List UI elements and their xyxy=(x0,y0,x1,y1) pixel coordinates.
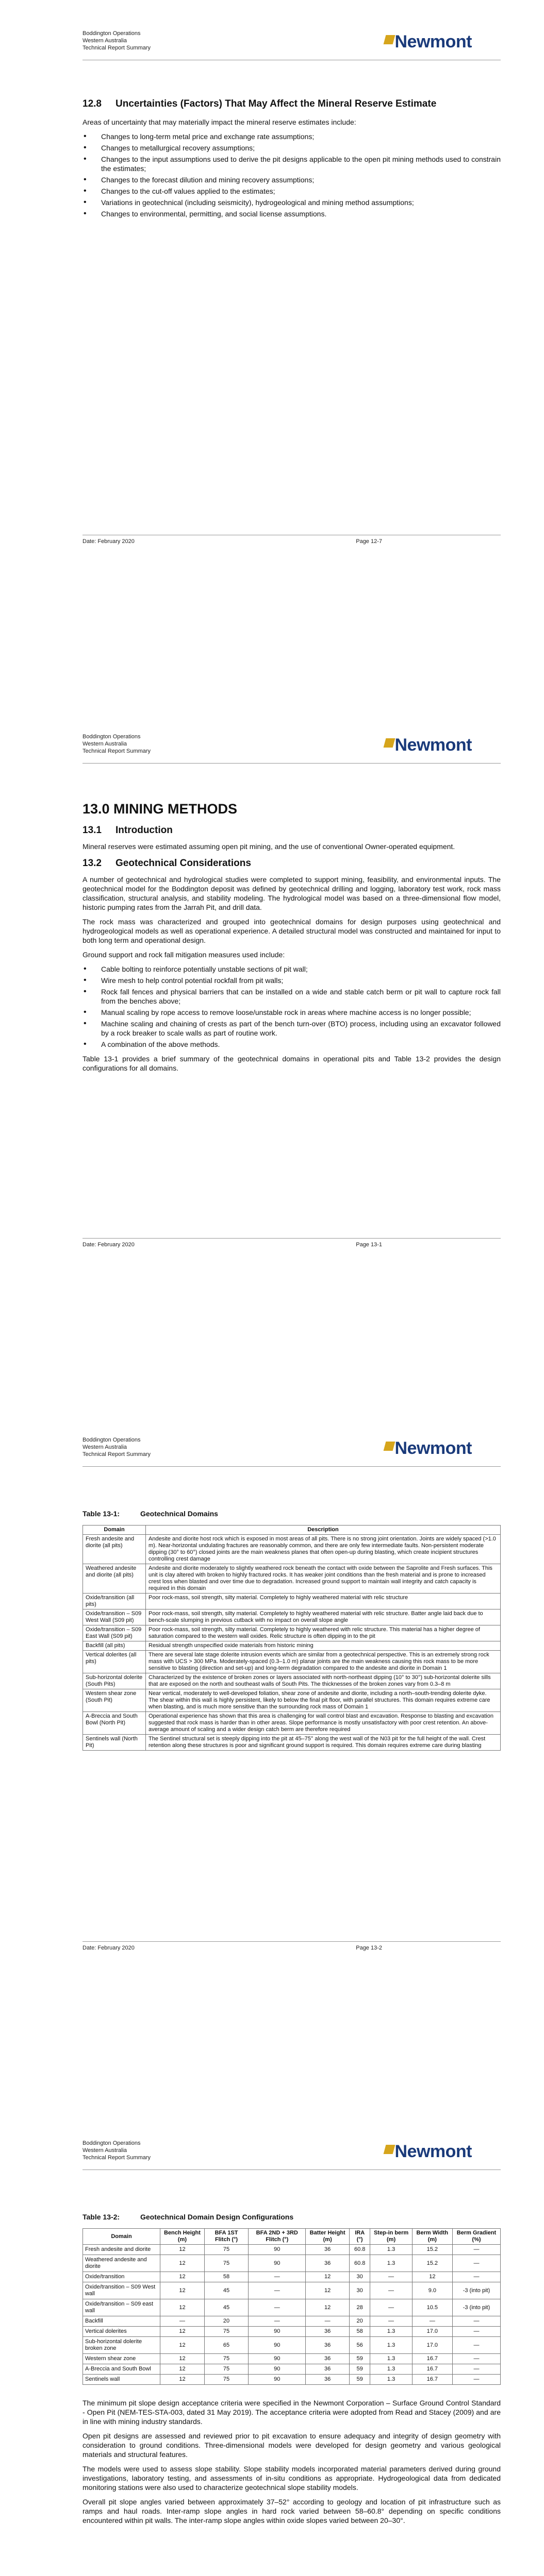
value-cell: 12 xyxy=(412,2272,452,2282)
table-row xyxy=(83,2375,501,2385)
paragraph: The rock mass was characterized and grouped into geotechnical domains for design purposes using geotechnical and hydrogeological models as well as operational experience. A detailed structural model was constructed and maintained for input to both long term and operational design. xyxy=(83,918,501,944)
value-cell: — xyxy=(249,2272,306,2282)
column-header: Berm Gradient (%) xyxy=(452,2229,500,2245)
value-cell: 58 xyxy=(204,2272,248,2282)
header-rule xyxy=(83,763,501,764)
paragraph: The models were used to assess slope stability. Slope stability models incorporated material parameters derived during ground investigations, laboratory testing, and assessments of in-situ conditions as appropriate. Hydrogeological data from dedicated monitoring stations were also used to characterize geotechnical slope stability models. xyxy=(83,2465,501,2492)
table-row: Vertical dolerites (all pits) There are several late stage dolerite intrusion events which are similar from a geotechnical perspective. This is an extremely strong rock mass with UCS > 300 MPa. Moderately-spaced (0.3–1.0 m) planar joints are the main weakness causing this rock mass to be more sensitive to blasting (direction and set-up) and long-term degradation compared to the andesite and diorite in Domain 1 xyxy=(83,1651,501,1673)
table-caption: Table 13-1: Geotechnical Domains xyxy=(83,1510,218,1518)
value-cell: — xyxy=(452,2327,500,2337)
value-cell: 12 xyxy=(160,2299,205,2316)
value-cell: 59 xyxy=(349,2375,370,2385)
value-cell: 36 xyxy=(306,2375,350,2385)
page-header: Boddington Operations Western Australia Technical Report Summary xyxy=(83,30,151,51)
value-cell: 90 xyxy=(249,2364,306,2375)
list-item: • Changes to the cut-off values applied to the estimates; xyxy=(83,187,501,196)
value-cell: 12 xyxy=(160,2255,205,2272)
value-cell: 45 xyxy=(204,2299,248,2316)
table-row xyxy=(83,2282,501,2299)
table-row xyxy=(83,2354,501,2364)
value-cell: 12 xyxy=(160,2337,205,2354)
value-cell: — xyxy=(370,2282,412,2299)
column-header: Domain xyxy=(83,1526,146,1535)
domain-cell: Oxide/transition – S09 east wall xyxy=(83,2299,160,2316)
list-item: • Changes to the forecast dilution and mining recovery assumptions; xyxy=(83,175,501,184)
domain-cell: Fresh andesite and diorite xyxy=(83,2245,160,2255)
value-cell: 90 xyxy=(249,2354,306,2364)
table-row: Fresh andesite and diorite (all pits) Andesite and diorite host rock which is exposed in most areas of all pits. There is no strong joint orientation. Joints are widely spaced (>1.0 m). Near-horizontal undulating fractures are reasonably common, and there are only few intermediate faults. Non-persistent moderate dipping (30° to 60°) closed joints are the main weakness planes that often open-up during blasting, which create incipient structures controlling crest damage xyxy=(83,1535,501,1564)
bullet-list xyxy=(83,964,501,1049)
value-cell: — xyxy=(306,2316,350,2327)
column-header: IRA (°) xyxy=(349,2229,370,2245)
page-footer: Date: February 2020 Page 13-1 xyxy=(83,1242,382,1248)
value-cell: — xyxy=(370,2272,412,2282)
page-footer: Date: February 2020 Page 12-7 xyxy=(83,538,382,545)
value-cell: 12 xyxy=(160,2327,205,2337)
table-row xyxy=(83,2327,501,2337)
value-cell: — xyxy=(452,2337,500,2354)
list-item: • Changes to environmental, permitting, and social license assumptions. xyxy=(83,209,501,218)
value-cell: 16.7 xyxy=(412,2354,452,2364)
page-header: Boddington Operations Western Australia Technical Report Summary xyxy=(83,734,151,754)
newmont-logo: Newmont xyxy=(385,735,472,755)
paragraph: Mineral reserves were estimated assuming open pit mining, and the use of conventional Owner-operated equipment. xyxy=(83,842,455,851)
column-header: Domain xyxy=(83,2229,160,2245)
value-cell: 65 xyxy=(204,2337,248,2354)
column-header: Batter Height (m) xyxy=(306,2229,350,2245)
table-row: Oxide/transition – S09 East Wall (S09 pit) Poor rock-mass, soil strength, silty material. Completely to highly weathered with relic structure. This material has a higher degree of saturation compared to the western wall oxides. Relic structure is often dipping in to the pit xyxy=(83,1625,501,1641)
value-cell: 90 xyxy=(249,2245,306,2255)
value-cell: 36 xyxy=(306,2354,350,2364)
table-row xyxy=(83,2364,501,2375)
table-row: Sub-horizontal dolerite (South Pits) Characterized by the existence of broken zones or layers associated with north-northeast dipping (10° to 30°) sub-horizontal dolerite sills that are exposed on the north and southeast walls of South Pits. The thicknesses of the broken zones vary from 0.3–8 m xyxy=(83,1673,501,1689)
bullet-list xyxy=(83,132,501,218)
geotechnical-domains-table xyxy=(83,1525,501,1751)
value-cell: 36 xyxy=(306,2255,350,2272)
value-cell: 1.3 xyxy=(370,2354,412,2364)
value-cell: 60.8 xyxy=(349,2245,370,2255)
page-1 xyxy=(0,0,544,703)
value-cell: — xyxy=(452,2316,500,2327)
value-cell: 1.3 xyxy=(370,2245,412,2255)
domain-cell: A-Breccia and South Bowl xyxy=(83,2364,160,2375)
value-cell: 56 xyxy=(349,2337,370,2354)
column-header: Step-in berm (m) xyxy=(370,2229,412,2245)
list-item: • Changes to long-term metal price and exchange rate assumptions; xyxy=(83,132,501,141)
column-header: Description xyxy=(146,1526,501,1535)
domain-cell: Backfill xyxy=(83,2316,160,2327)
table-row xyxy=(83,2272,501,2282)
design-configurations-table xyxy=(83,2228,501,2385)
list-item: • A combination of the above methods. xyxy=(83,1040,501,1049)
value-cell: — xyxy=(452,2364,500,2375)
page-footer: Date: February 2020 Page 13-2 xyxy=(83,1945,382,1951)
value-cell: 12 xyxy=(306,2299,350,2316)
logo-mark-icon xyxy=(383,35,395,44)
value-cell: 36 xyxy=(306,2364,350,2375)
logo-mark-icon xyxy=(383,1442,395,1451)
value-cell: 12 xyxy=(160,2364,205,2375)
value-cell: 1.3 xyxy=(370,2327,412,2337)
list-item: • Cable bolting to reinforce potentially unstable sections of pit wall; xyxy=(83,964,501,974)
section-heading: 13.1 Introduction xyxy=(83,825,173,836)
value-cell: 60.8 xyxy=(349,2255,370,2272)
chapter-title: 13.0 MINING METHODS xyxy=(83,801,238,817)
value-cell: 16.7 xyxy=(412,2364,452,2375)
value-cell: 30 xyxy=(349,2282,370,2299)
paragraph: Areas of uncertainty that may materially impact the mineral reserve estimates include: xyxy=(83,118,356,126)
value-cell: — xyxy=(452,2255,500,2272)
value-cell: — xyxy=(412,2316,452,2327)
column-header: Berm Width (m) xyxy=(412,2229,452,2245)
table-row xyxy=(83,2337,501,2354)
footer-rule xyxy=(83,1238,501,1239)
column-header: BFA 1ST Flitch (°) xyxy=(204,2229,248,2245)
column-header: Bench Height (m) xyxy=(160,2229,205,2245)
newmont-logo: Newmont xyxy=(385,1438,472,1459)
domain-cell: Oxide/transition xyxy=(83,2272,160,2282)
value-cell: 1.3 xyxy=(370,2364,412,2375)
value-cell: -3 (into pit) xyxy=(452,2282,500,2299)
value-cell: 12 xyxy=(160,2282,205,2299)
page-header: Boddington Operations Western Australia Technical Report Summary xyxy=(83,1437,151,1458)
domain-cell: Sub-horizontal dolerite broken zone xyxy=(83,2337,160,2354)
value-cell: 28 xyxy=(349,2299,370,2316)
value-cell: — xyxy=(249,2299,306,2316)
value-cell: 16.7 xyxy=(412,2375,452,2385)
value-cell: 1.3 xyxy=(370,2337,412,2354)
list-item: • Machine scaling and chaining of crests as part of the bench turn-over (BTO) process, including using an excavator followed by a rock breaker to scale walls as part of routine work. xyxy=(83,1019,501,1038)
column-header: BFA 2ND + 3RD Flitch (°) xyxy=(249,2229,306,2245)
list-item: • Changes to metallurgical recovery assumptions; xyxy=(83,143,501,152)
value-cell: 90 xyxy=(249,2327,306,2337)
value-cell: 59 xyxy=(349,2354,370,2364)
value-cell: 36 xyxy=(306,2337,350,2354)
list-item: • Rock fall fences and physical barriers that can be installed on a wide and stable catch berm or pit wall to capture rock fall from the benches above; xyxy=(83,987,501,1006)
footer-rule xyxy=(83,1941,501,1942)
list-item: • Manual scaling by rope access to remove loose/unstable rock in areas where machine access is no longer possible; xyxy=(83,1008,501,1017)
paragraph: Open pit designs are assessed and reviewed prior to pit excavation to ensure adequacy and integrity of design geometry with consideration to ground conditions. Three-dimensional models were developed for design geometry and various geological materials and structural features. xyxy=(83,2432,501,2459)
page-4 xyxy=(0,2110,544,2576)
value-cell: 75 xyxy=(204,2354,248,2364)
table-row xyxy=(83,2299,501,2316)
value-cell: 12 xyxy=(160,2375,205,2385)
value-cell: — xyxy=(370,2316,412,2327)
page-2 xyxy=(0,703,544,1406)
value-cell: 30 xyxy=(349,2272,370,2282)
value-cell: 75 xyxy=(204,2375,248,2385)
value-cell: — xyxy=(160,2316,205,2327)
paragraph: Ground support and rock fall mitigation measures used include: xyxy=(83,951,285,959)
value-cell: 75 xyxy=(204,2327,248,2337)
value-cell: 90 xyxy=(249,2375,306,2385)
newmont-logo: Newmont xyxy=(385,2142,472,2162)
table-row: Backfill (all pits) Residual strength unspecified oxide materials from historic mining xyxy=(83,1641,501,1651)
value-cell: 1.3 xyxy=(370,2255,412,2272)
value-cell: 17.0 xyxy=(412,2337,452,2354)
table-row: Sentinels wall (North Pit) The Sentinel structural set is steeply dipping into the pit at 45–75° along the west wall of the N03 pit for the full height of the wall. Crest retention along these structures is poor and significant ground support is required. This domain requires extreme care during blasting xyxy=(83,1735,501,1751)
value-cell: 75 xyxy=(204,2255,248,2272)
value-cell: — xyxy=(452,2245,500,2255)
value-cell: 10.5 xyxy=(412,2299,452,2316)
domain-cell: Oxide/transition – S09 West wall xyxy=(83,2282,160,2299)
value-cell: 20 xyxy=(349,2316,370,2327)
value-cell: 58 xyxy=(349,2327,370,2337)
value-cell: 12 xyxy=(160,2272,205,2282)
value-cell: 20 xyxy=(204,2316,248,2327)
value-cell: 9.0 xyxy=(412,2282,452,2299)
table-caption: Table 13-2: Geotechnical Domain Design Configurations xyxy=(83,2213,294,2221)
value-cell: 75 xyxy=(204,2245,248,2255)
value-cell: — xyxy=(452,2272,500,2282)
paragraph: The minimum pit slope design acceptance criteria were specified in the Newmont Corporation – Surface Ground Control Standard - Open Pit (NEM-TES-STA-003, dated 31 May 2019). The acceptance criteria were adopted from Read and Stacey (2009) and are in line with mining industry standards. xyxy=(83,2399,501,2426)
paragraph: Table 13-1 provides a brief summary of the geotechnical domains in operational pits and Table 13-2 provides the design configurations for all domains. xyxy=(83,1055,501,1072)
paragraph: Overall pit slope angles varied between approximately 37–52° according to geology and location of pit infrastructure such as ramps and haul roads. Inter-ramp slope angles in hard rock varied between 58–60.8° depending on specific conditions encountered within pit walls. The inter-ramp slope angles within oxide slopes varied between 20–30°. xyxy=(83,2498,501,2524)
section-heading: 13.2 Geotechnical Considerations xyxy=(83,858,251,869)
value-cell: 59 xyxy=(349,2364,370,2375)
list-item: • Variations in geotechnical (including seismicity), hydrogeological and mining method assumptions; xyxy=(83,198,501,207)
table-row: Oxide/transition (all pits) Poor rock-mass, soil strength, silty material. Completely to highly weathered material with relic structure xyxy=(83,1594,501,1609)
list-item: • Changes to the input assumptions used to derive the pit designs applicable to the open pit mining methods used to constrain the estimates; xyxy=(83,155,501,173)
value-cell: 12 xyxy=(160,2354,205,2364)
value-cell: 1.3 xyxy=(370,2375,412,2385)
value-cell: -3 (into pit) xyxy=(452,2299,500,2316)
domain-cell: Weathered andesite and diorite xyxy=(83,2255,160,2272)
domain-cell: Western shear zone xyxy=(83,2354,160,2364)
logo-mark-icon xyxy=(383,738,395,748)
table-row: Oxide/transition – S09 West Wall (S09 pit) Poor rock-mass, soil strength, silty material. Completely to highly weathered material with relic structure. Batter angle laid back due to bench-scale slumping in previous cutback with no impact on overall slope angle xyxy=(83,1609,501,1625)
newmont-logo: Newmont xyxy=(385,32,472,52)
header-rule xyxy=(83,1466,501,1467)
value-cell: — xyxy=(452,2354,500,2364)
value-cell: 36 xyxy=(306,2245,350,2255)
logo-mark-icon xyxy=(383,2145,395,2154)
value-cell: 45 xyxy=(204,2282,248,2299)
value-cell: 17.0 xyxy=(412,2327,452,2337)
value-cell: — xyxy=(249,2316,306,2327)
value-cell: 15.2 xyxy=(412,2245,452,2255)
page-3 xyxy=(0,1406,544,2110)
value-cell: 36 xyxy=(306,2327,350,2337)
section-heading: 12.8 Uncertainties (Factors) That May Affect the Mineral Reserve Estimate xyxy=(83,98,437,109)
page-header: Boddington Operations Western Australia Technical Report Summary xyxy=(83,2140,151,2161)
list-item: • Wire mesh to help control potential rockfall from pit walls; xyxy=(83,976,501,985)
value-cell: 75 xyxy=(204,2364,248,2375)
value-cell: 90 xyxy=(249,2337,306,2354)
table-row: Weathered andesite and diorite (all pits) Andesite and diorite moderately to slightly weathered rock beneath the contact with oxide between the Saprolite and Fresh surfaces. This unit is clay altered with broken to highly fractured rocks. It has weaker joint conditions than the fresh material and is prone to increased crest loss when blasted and over time due to degradation. Increased ground support to maintain wall integrity and catch capacity is required in this domain xyxy=(83,1564,501,1594)
paragraph: A number of geotechnical and hydrological studies were completed to support mining, feasibility, and environmental inputs. The geotechnical model for the Boddington deposit was defined by geotechnical drilling and logging, laboratory test work, rock mass classification, structural analysis, and stability modeling. The hydrological model was based on a three-dimensional flow model, historic pumping rates from the Jarrah Pit, and drill data. xyxy=(83,875,501,911)
value-cell: — xyxy=(249,2282,306,2299)
value-cell: — xyxy=(370,2299,412,2316)
value-cell: 90 xyxy=(249,2255,306,2272)
table-row xyxy=(83,2245,501,2255)
value-cell: 15.2 xyxy=(412,2255,452,2272)
value-cell: 12 xyxy=(160,2245,205,2255)
value-cell: 12 xyxy=(306,2272,350,2282)
table-row: Western shear zone (South Pit) Near vertical, moderately to well-developed foliation, shear zone of andesite and diorite, including a north–south-trending dolerite dyke. The shear within this wall is highly persistent, likely to below the final pit floor, with parallel structures. This domain requires extreme care when blasting, and is much more sensitive than the surrounding rock mass of Domain 1 xyxy=(83,1689,501,1712)
value-cell: 12 xyxy=(306,2282,350,2299)
table-row xyxy=(83,2316,501,2327)
table-row: A-Breccia and South Bowl (North Pit) Operational experience has shown that this area is challenging for wall control blast and excavation. Response to blasting and excavation suggested that rock mass is harder than in other areas. Slope performance is mostly unsatisfactory with poor crest retention. An above-average amount of scaling and a wider design catch berm are therefore required xyxy=(83,1712,501,1735)
table-row xyxy=(83,2255,501,2272)
value-cell: — xyxy=(452,2375,500,2385)
domain-cell: Vertical dolerites xyxy=(83,2327,160,2337)
domain-cell: Sentinels wall xyxy=(83,2375,160,2385)
